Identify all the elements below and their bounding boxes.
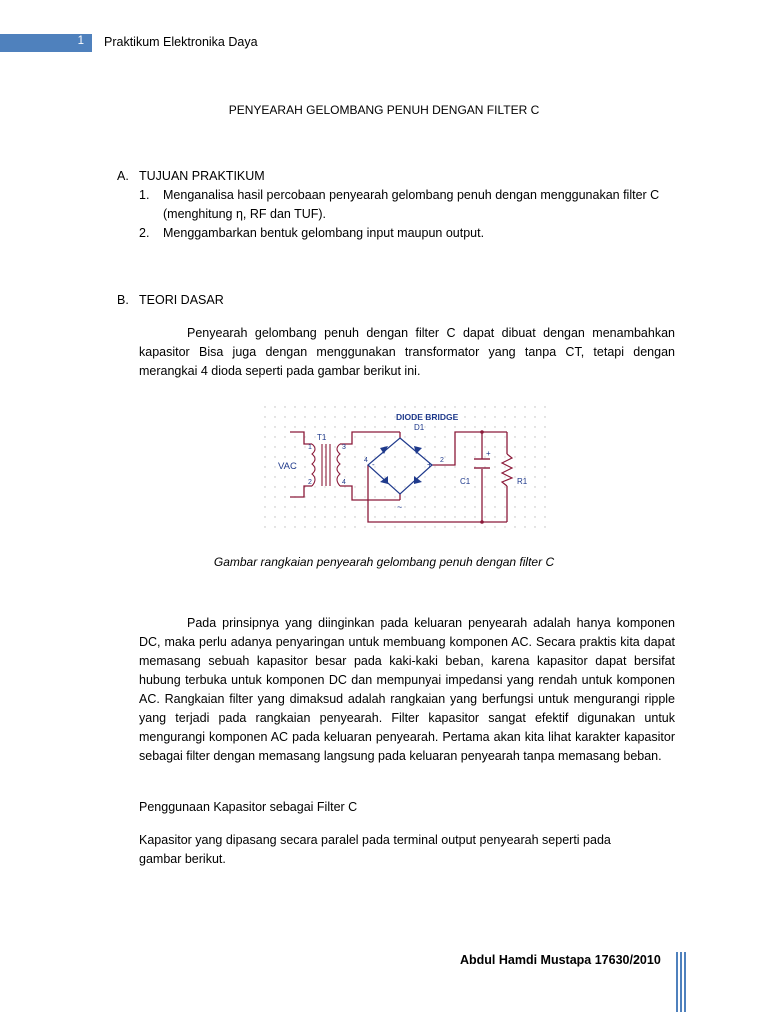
list-item-number: 2.	[139, 226, 150, 240]
label-vac: VAC	[278, 461, 297, 472]
label-t1: T1	[317, 433, 327, 442]
list-item-text: Menganalisa hasil percobaan penyearah gelombang penuh dengan menggunakan filter C	[163, 188, 660, 202]
label-pin-4: 4	[342, 479, 346, 486]
paragraph-intro: Penyearah gelombang penuh dengan filter C dapat dibuat dengan menambahkan kapasitor Bisa juga dengan menggunakan transformator yang tanpa CT, tetapi dengan merangkai 4 dioda seperti pada gambar berikut ini.	[139, 326, 675, 378]
figure-caption: Gambar rangkaian penyearah gelombang penuh dengan filter C	[213, 555, 555, 569]
label-diode-bridge: DIODE BRIDGE	[396, 412, 459, 422]
document-title: PENYEARAH GELOMBANG PENUH DENGAN FILTER C	[228, 103, 540, 117]
label-bridge-pin-4: 4	[364, 457, 368, 464]
paragraph-capacitor-line1: Kapasitor yang dipasang secara paralel pada terminal output penyearah seperti pada	[139, 833, 611, 847]
subheading-capacitor-filter: Penggunaan Kapasitor sebagai Filter C	[139, 800, 358, 814]
label-d1: D1	[414, 423, 425, 432]
paragraph-filter-explanation: Pada prinsipnya yang diinginkan pada keluaran penyearah adalah hanya komponen DC, maka perlu adanya penyaringan untuk membuang komponen AC. Secara praktis kita dapat memasang sebuah kapasitor besar pada kaki-kaki beban, karena kapasitor dapat bersifat hubung terbuka untuk komponen DC dan mempunyai impedansi yang rendah untuk komponen AC. Rangkaian filter yang dimaksud adalah rangkaian yang berfungsi untuk mengurangi ripple yang terjadi pada rangkaian penyearah. Filter kapasitor sangat efektif digunakan untuk mengurangi komponen AC pada keluaran penyearah. Pertama akan kita lihat karakter kapasitor sebagai filter dengan memasang langsung pada keluaran penyearah tanpa memasang beban.	[139, 616, 675, 763]
label-c1: C1	[460, 477, 471, 486]
label-tilde: ~	[397, 502, 403, 512]
running-header-title: Praktikum Elektronika Daya	[104, 35, 258, 49]
list-item-text: Menggambarkan bentuk gelombang input maupun output.	[163, 226, 485, 240]
footer-decorative-lines	[676, 952, 688, 1012]
section-b-heading: TEORI DASAR	[139, 293, 224, 307]
list-item-number: 1.	[139, 188, 150, 202]
circuit-diagram	[260, 402, 550, 532]
label-pin-2: 2	[308, 479, 312, 486]
label-pin-3: 3	[342, 444, 346, 451]
label-plus: +	[427, 460, 432, 469]
label-pin-1: 1	[308, 444, 312, 451]
label-minus: -	[372, 460, 375, 469]
section-b-letter: B.	[117, 293, 129, 307]
footer-author: Abdul Hamdi Mustapa 17630/2010	[460, 953, 661, 967]
label-cap-plus: +	[486, 449, 491, 458]
list-item-text-continued: (menghitung η, RF dan TUF).	[163, 207, 327, 221]
page-number: 1	[77, 35, 84, 47]
section-a-heading: TUJUAN PRAKTIKUM	[139, 169, 265, 183]
section-a-letter: A.	[117, 169, 129, 183]
paragraph-capacitor-line2: gambar berikut.	[139, 852, 226, 866]
label-r1: R1	[517, 477, 528, 486]
label-bridge-pin-2: 2	[440, 457, 444, 464]
